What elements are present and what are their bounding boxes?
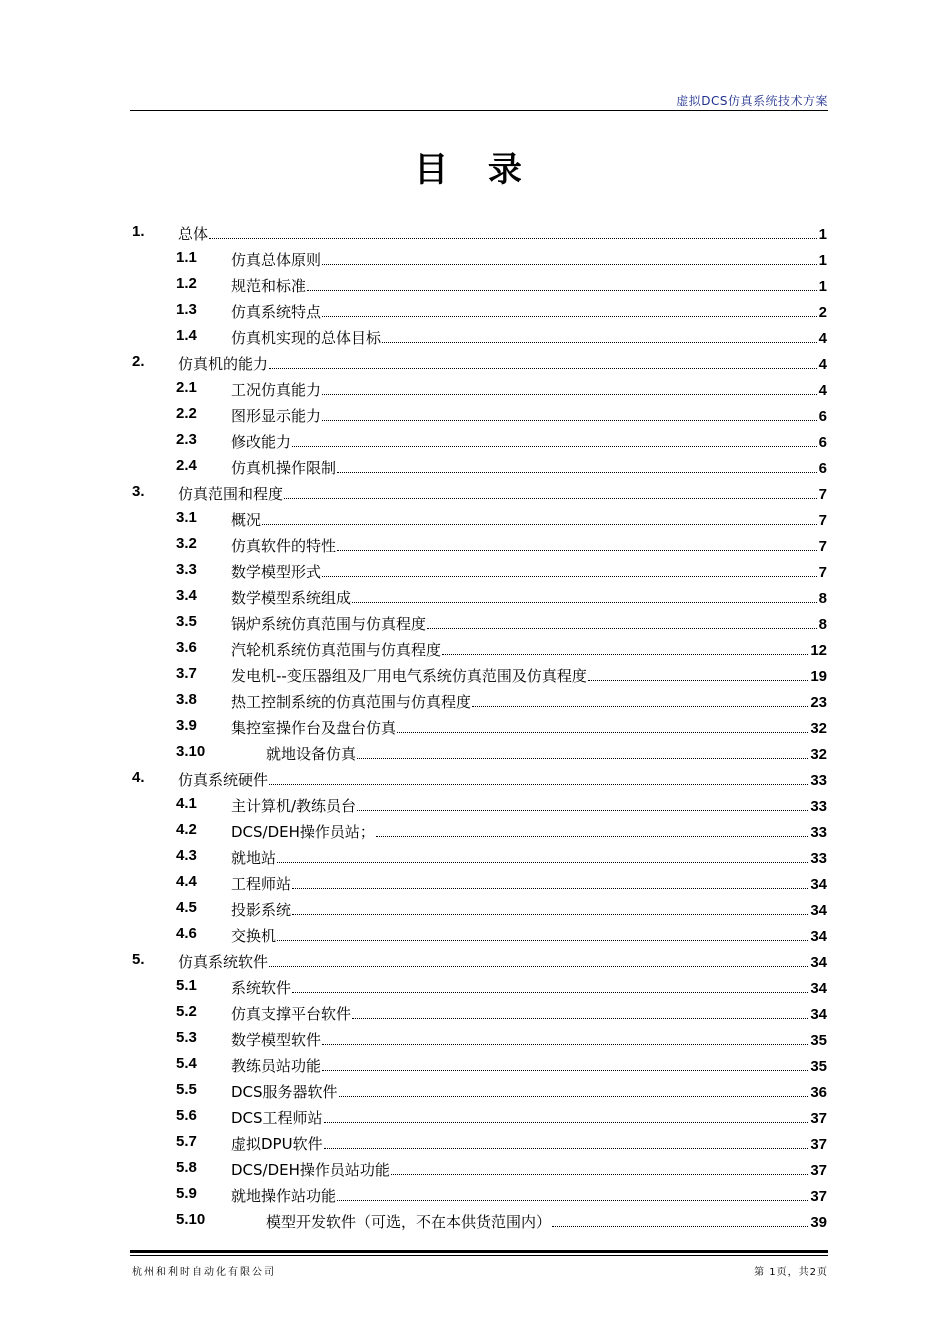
toc-entry-number: 3.9 <box>176 717 197 734</box>
toc-entry[interactable] <box>132 791 827 817</box>
toc-entry-line <box>231 457 827 478</box>
toc-dot-leader <box>322 394 817 395</box>
toc-entry-line <box>231 431 827 452</box>
toc-entry-page: 2 <box>818 304 827 321</box>
toc-entry-page: 1 <box>818 278 827 295</box>
toc-entry-number: 3.6 <box>176 639 197 656</box>
toc-entry-page: 35 <box>810 1058 827 1075</box>
toc-dot-leader <box>442 654 808 655</box>
toc-entry-line <box>231 873 827 894</box>
toc-entry-line <box>231 977 827 998</box>
toc-entry-number: 2.2 <box>176 405 197 422</box>
toc-dot-leader <box>292 914 808 915</box>
toc-dot-leader <box>322 420 817 421</box>
toc-entry[interactable] <box>132 661 827 687</box>
toc-entry-number: 5.5 <box>176 1081 197 1098</box>
toc-entry-number: 3.1 <box>176 509 197 526</box>
toc-entry-title: 投影系统 <box>231 901 292 919</box>
toc-entry-page: 8 <box>818 616 827 633</box>
toc-dot-leader <box>339 1096 809 1097</box>
toc-entry-line <box>231 899 827 920</box>
toc-entry-page: 37 <box>810 1136 827 1153</box>
toc-entry-number: 2.3 <box>176 431 197 448</box>
toc-entry-number: 5.7 <box>176 1133 197 1150</box>
toc-dot-leader <box>292 446 817 447</box>
toc-entry-number: 3.4 <box>176 587 197 604</box>
toc-entry-title: 模型开发软件（可选，不在本供货范围内） <box>266 1213 552 1231</box>
toc-entry-number: 2.1 <box>176 379 197 396</box>
toc-entry-number: 3.2 <box>176 535 197 552</box>
toc-entry-number: 1.1 <box>176 249 197 266</box>
toc-entry-number: 5.8 <box>176 1159 197 1176</box>
footer-rule-thin <box>130 1255 828 1256</box>
toc-entry-line <box>231 639 827 660</box>
toc-dot-leader <box>352 1018 808 1019</box>
toc-dot-leader <box>307 290 817 291</box>
toc-dot-leader <box>324 1148 809 1149</box>
toc-entry-title: 汽轮机系统仿真范围与仿真程度 <box>231 641 442 659</box>
toc-entry-line <box>231 795 827 816</box>
toc-dot-leader <box>269 784 808 785</box>
toc-entry-line <box>231 587 827 608</box>
toc-entry[interactable] <box>132 531 827 557</box>
toc-entry-title: DCS服务器软件 <box>231 1083 338 1101</box>
toc-entry-page: 32 <box>810 746 827 763</box>
toc-entry-line <box>231 1159 827 1180</box>
toc-dot-leader <box>277 862 808 863</box>
toc-entry[interactable] <box>132 349 827 375</box>
toc-entry[interactable] <box>132 297 827 323</box>
toc-dot-leader <box>588 680 808 681</box>
toc-entry-number: 5.2 <box>176 1003 197 1020</box>
toc-entry-page: 6 <box>818 408 827 425</box>
toc-entry-number: 4.5 <box>176 899 197 916</box>
toc-entry-number: 1.4 <box>176 327 197 344</box>
toc-entry[interactable] <box>132 895 827 921</box>
toc-dot-leader <box>292 992 808 993</box>
toc-entry[interactable] <box>132 1155 827 1181</box>
toc-entry-title: DCS/DEH操作员站； <box>231 823 375 841</box>
toc-entry[interactable] <box>132 401 827 427</box>
toc-entry-title: 总体 <box>178 225 209 243</box>
toc-entry-line <box>231 925 827 946</box>
toc-entry[interactable] <box>132 947 827 973</box>
toc-entry-line <box>231 1081 827 1102</box>
toc-entry-line <box>231 613 827 634</box>
toc-dot-leader <box>337 472 817 473</box>
toc-entry-number: 4.3 <box>176 847 197 864</box>
toc-entry-number: 1.3 <box>176 301 197 318</box>
toc-entry-title: 就地设备仿真 <box>266 745 357 763</box>
toc-entry-title: 仿真总体原则 <box>231 251 322 269</box>
toc-entry-title: 仿真系统特点 <box>231 303 322 321</box>
toc-entry[interactable] <box>132 271 827 297</box>
toc-dot-leader <box>391 1174 808 1175</box>
toc-dot-leader <box>284 498 817 499</box>
toc-dot-leader <box>357 758 808 759</box>
toc-entry-number: 5. <box>132 951 145 968</box>
toc-entry-page: 7 <box>818 512 827 529</box>
toc-dot-leader <box>322 316 817 317</box>
toc-entry-line <box>231 509 827 530</box>
toc-entry-page: 1 <box>818 226 827 243</box>
toc-entry-number: 1. <box>132 223 145 240</box>
toc-entry-page: 39 <box>810 1214 827 1231</box>
toc-entry[interactable] <box>132 479 827 505</box>
toc-entry[interactable] <box>132 427 827 453</box>
footer-rule-thick <box>130 1250 828 1253</box>
toc-entry-line <box>231 327 827 348</box>
toc-entry[interactable] <box>132 323 827 349</box>
toc-entry-line <box>231 379 827 400</box>
toc-entry-number: 4.4 <box>176 873 197 890</box>
toc-entry[interactable] <box>132 1181 827 1207</box>
toc-entry-title: 仿真机的能力 <box>178 355 269 373</box>
toc-entry-title: 仿真机实现的总体目标 <box>231 329 382 347</box>
toc-entry-line <box>231 1185 827 1206</box>
header-rule <box>130 110 828 111</box>
toc-dot-leader <box>427 628 817 629</box>
toc-entry-line <box>231 847 827 868</box>
toc-entry-number: 5.6 <box>176 1107 197 1124</box>
toc-dot-leader <box>277 940 808 941</box>
toc-dot-leader <box>376 836 808 837</box>
toc-entry-number: 4. <box>132 769 145 786</box>
toc-entry-page: 1 <box>818 252 827 269</box>
toc-entry-line <box>231 1107 827 1128</box>
toc-entry-line <box>178 223 827 244</box>
toc-entry-line <box>231 717 827 738</box>
toc-entry-number: 3.3 <box>176 561 197 578</box>
toc-entry-number: 3.10 <box>176 743 206 760</box>
toc-entry-page: 33 <box>810 850 827 867</box>
toc-entry-line <box>178 483 827 504</box>
toc-entry-title: 图形显示能力 <box>231 407 322 425</box>
toc-entry-number: 5.10 <box>176 1211 206 1228</box>
toc-dot-leader <box>269 368 817 369</box>
toc-entry-page: 34 <box>810 902 827 919</box>
toc-entry-line <box>231 1055 827 1076</box>
toc-dot-leader <box>352 602 817 603</box>
toc-entry[interactable] <box>132 1025 827 1051</box>
toc-entry-title: 概况 <box>231 511 262 529</box>
toc-entry-title: 就地操作站功能 <box>231 1187 337 1205</box>
toc-entry[interactable] <box>132 375 827 401</box>
toc-entry-page: 35 <box>810 1032 827 1049</box>
toc-entry-title: 集控室操作台及盘台仿真 <box>231 719 397 737</box>
toc-entry-page: 6 <box>818 434 827 451</box>
toc-entry[interactable] <box>132 687 827 713</box>
toc-entry-page: 7 <box>818 538 827 555</box>
toc-entry-title: 发电机--变压器组及厂用电气系统仿真范围及仿真程度 <box>231 667 587 685</box>
toc-entry-line <box>178 353 827 374</box>
toc-entry-title: 就地站 <box>231 849 277 867</box>
toc-entry-line <box>231 405 827 426</box>
toc-dot-leader <box>269 966 808 967</box>
toc-entry-page: 34 <box>810 954 827 971</box>
toc-entry-page: 37 <box>810 1110 827 1127</box>
toc-entry-title: 虚拟DPU软件 <box>231 1135 323 1153</box>
toc-entry-number: 1.2 <box>176 275 197 292</box>
toc-entry-title: 仿真机操作限制 <box>231 459 337 477</box>
toc-entry[interactable] <box>132 817 827 843</box>
toc-entry-title: 数学模型软件 <box>231 1031 322 1049</box>
toc-entry-page: 32 <box>810 720 827 737</box>
toc-dot-leader <box>292 888 808 889</box>
toc-entry-line <box>231 561 827 582</box>
toc-entry-number: 5.9 <box>176 1185 197 1202</box>
toc-entry[interactable] <box>132 1207 827 1233</box>
toc-entry-number: 5.4 <box>176 1055 197 1072</box>
toc-entry-line <box>178 769 827 790</box>
toc-entry[interactable] <box>132 765 827 791</box>
toc-entry-page: 34 <box>810 876 827 893</box>
toc-entry-title: 数学模型形式 <box>231 563 322 581</box>
toc-entry-title: DCS工程师站 <box>231 1109 323 1127</box>
toc-entry[interactable] <box>132 635 827 661</box>
table-of-contents <box>132 219 827 1233</box>
toc-dot-leader <box>262 524 817 525</box>
toc-title: 目 录 <box>414 150 536 190</box>
toc-dot-leader <box>322 264 817 265</box>
toc-entry-title: 工况仿真能力 <box>231 381 322 399</box>
toc-entry-line <box>231 821 827 842</box>
toc-dot-leader <box>382 342 817 343</box>
toc-entry[interactable] <box>132 1103 827 1129</box>
toc-entry-number: 2. <box>132 353 145 370</box>
toc-entry-page: 4 <box>818 382 827 399</box>
toc-entry-line <box>266 743 827 764</box>
toc-entry-page: 7 <box>818 486 827 503</box>
toc-dot-leader <box>209 238 817 239</box>
toc-entry[interactable] <box>132 557 827 583</box>
toc-entry-title: 规范和标准 <box>231 277 307 295</box>
toc-entry-number: 5.3 <box>176 1029 197 1046</box>
toc-entry-title: DCS/DEH操作员站功能 <box>231 1161 390 1179</box>
toc-entry-title: 交换机 <box>231 927 277 945</box>
toc-dot-leader <box>357 810 808 811</box>
toc-entry[interactable] <box>132 869 827 895</box>
toc-entry[interactable] <box>132 505 827 531</box>
toc-entry[interactable] <box>132 1077 827 1103</box>
toc-entry-page: 34 <box>810 980 827 997</box>
toc-entry[interactable] <box>132 739 827 765</box>
toc-entry-number: 3. <box>132 483 145 500</box>
toc-entry-line <box>178 951 827 972</box>
toc-entry-title: 仿真支撑平台软件 <box>231 1005 352 1023</box>
toc-entry-number: 2.4 <box>176 457 197 474</box>
toc-entry[interactable] <box>132 921 827 947</box>
toc-entry-page: 12 <box>810 642 827 659</box>
toc-entry-line <box>231 301 827 322</box>
toc-entry[interactable] <box>132 453 827 479</box>
toc-entry-number: 4.1 <box>176 795 197 812</box>
footer-page-info: 第 1页，共2页 <box>754 1267 828 1278</box>
toc-entry-page: 37 <box>810 1162 827 1179</box>
toc-entry-number: 3.7 <box>176 665 197 682</box>
toc-entry-page: 33 <box>810 824 827 841</box>
toc-dot-leader <box>324 1122 809 1123</box>
toc-entry-title: 锅炉系统仿真范围与仿真程度 <box>231 615 427 633</box>
toc-entry[interactable] <box>132 999 827 1025</box>
toc-entry-page: 34 <box>810 1006 827 1023</box>
toc-entry-number: 4.2 <box>176 821 197 838</box>
toc-entry-title: 修改能力 <box>231 433 292 451</box>
toc-dot-leader <box>322 1044 808 1045</box>
toc-entry-page: 19 <box>810 668 827 685</box>
footer-company: 杭州和利时自动化有限公司 <box>132 1267 276 1278</box>
toc-entry-title: 热工控制系统的仿真范围与仿真程度 <box>231 693 472 711</box>
toc-dot-leader <box>397 732 808 733</box>
toc-entry-line <box>231 249 827 270</box>
toc-entry-page: 6 <box>818 460 827 477</box>
toc-entry-page: 4 <box>818 356 827 373</box>
toc-entry-title: 仿真软件的特性 <box>231 537 337 555</box>
toc-entry-line <box>266 1211 827 1232</box>
toc-entry-number: 5.1 <box>176 977 197 994</box>
toc-entry-title: 数学模型系统组成 <box>231 589 352 607</box>
toc-entry-number: 3.8 <box>176 691 197 708</box>
toc-entry-page: 33 <box>810 798 827 815</box>
toc-dot-leader <box>337 1200 808 1201</box>
toc-entry-number: 3.5 <box>176 613 197 630</box>
toc-entry-title: 仿真范围和程度 <box>178 485 284 503</box>
toc-entry-title: 主计算机/教练员台 <box>231 797 357 815</box>
toc-entry[interactable] <box>132 1051 827 1077</box>
toc-entry[interactable] <box>132 713 827 739</box>
toc-entry[interactable] <box>132 219 827 245</box>
toc-entry-line <box>231 691 827 712</box>
toc-entry-title: 仿真系统软件 <box>178 953 269 971</box>
toc-entry-number: 4.6 <box>176 925 197 942</box>
toc-entry[interactable] <box>132 973 827 999</box>
toc-entry-line <box>231 275 827 296</box>
toc-entry[interactable] <box>132 1129 827 1155</box>
toc-entry-title: 系统软件 <box>231 979 292 997</box>
toc-entry-page: 36 <box>810 1084 827 1101</box>
toc-entry-page: 4 <box>818 330 827 347</box>
toc-dot-leader <box>552 1226 808 1227</box>
document-header-title: 虚拟DCS仿真系统技术方案 <box>676 94 828 108</box>
toc-dot-leader <box>337 550 817 551</box>
toc-dot-leader <box>472 706 808 707</box>
toc-entry-page: 8 <box>818 590 827 607</box>
toc-entry-line <box>231 1003 827 1024</box>
toc-entry-line <box>231 1029 827 1050</box>
toc-entry[interactable] <box>132 583 827 609</box>
toc-dot-leader <box>322 576 817 577</box>
toc-entry-title: 仿真系统硬件 <box>178 771 269 789</box>
toc-entry[interactable] <box>132 245 827 271</box>
toc-entry[interactable] <box>132 609 827 635</box>
toc-entry-page: 34 <box>810 928 827 945</box>
toc-entry-page: 7 <box>818 564 827 581</box>
toc-dot-leader <box>322 1070 808 1071</box>
toc-entry-title: 工程师站 <box>231 875 292 893</box>
toc-entry-line <box>231 665 827 686</box>
toc-entry-line <box>231 535 827 556</box>
toc-entry-page: 37 <box>810 1188 827 1205</box>
toc-entry[interactable] <box>132 843 827 869</box>
toc-entry-page: 23 <box>810 694 827 711</box>
toc-entry-line <box>231 1133 827 1154</box>
toc-entry-page: 33 <box>810 772 827 789</box>
toc-entry-title: 教练员站功能 <box>231 1057 322 1075</box>
